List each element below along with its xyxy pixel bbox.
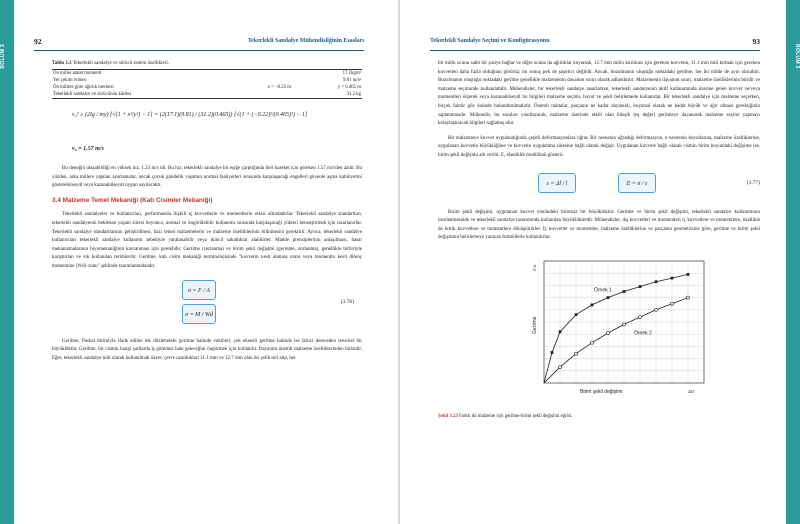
left-page-content xyxy=(52,60,362,369)
stress-force-equation: σ = F / A xyxy=(182,280,216,300)
table-cell-value: 9.81 m/s² xyxy=(343,78,361,83)
series-point-2 xyxy=(639,316,642,319)
page-header xyxy=(430,37,760,49)
series-point-1 xyxy=(607,296,610,299)
page-number: 92 xyxy=(34,37,42,46)
series-point-2 xyxy=(687,296,690,299)
right-page-content xyxy=(438,60,760,429)
paragraph: Bu deneğin ulaşabildiği en yüksek hız, 1.23 m/s idi. Bu hız, tekerlekli sandalye bir eşiğe çarptığında ileri hareket için gereken 1.57 m/s'den azdır. Bu yüzden, arka millere yapılan ayarlamalar, ancak çocuk gündelik yaşamın normal faaliyetleri sırasında karşılaşacağı engelleri güvenle aşma kabiliyetini gösterebilseydi veya kazanabilseydi uygun sayılacaktı. xyxy=(52,166,362,189)
running-header-title: Tekerlekli Sandalye Seçimi ve Konfigürasyonu xyxy=(430,38,550,44)
series-point-1 xyxy=(639,285,642,288)
series-point-2 xyxy=(591,341,594,344)
table-cell-value: 17.1kgm² xyxy=(292,70,362,78)
table-cell-mid: x = −0.22 m xyxy=(267,85,291,90)
table-cell-label: Yer çekim ivmesi xyxy=(53,78,87,83)
header-rule xyxy=(430,50,760,51)
table-cell-label: Ön miller atalet momenti xyxy=(52,70,172,78)
series-point-2 xyxy=(623,323,626,326)
elastic-modulus-equation: E = σ / ε xyxy=(618,173,656,193)
velocity-equation-block xyxy=(72,107,362,159)
table-row xyxy=(52,77,362,84)
series-point-1 xyxy=(551,351,554,354)
paragraph: Bir malzemeye kuvvet uygulandığında çeşitli deformasyonlara uğrar. Bir nesnenin uğradığı deformasyon, o nesnenin boyutlarına, malzeme özelliklerine, uygulanan kuvvetin büyüklüğüne ve kuvvetin uygulanma süresine bağlı olarak değişir. Uygulanan kuvvete bağlı olarak cismin birim boyundaki değişime ise, birim şekil değişimi adı verilir. E, elastiklik modülünü gösterir. xyxy=(438,135,760,158)
chapter-side-label: BÖLÜM 3 xyxy=(794,44,800,69)
strain-equation: ε = Δl / l xyxy=(538,173,576,193)
properties-table xyxy=(52,69,362,99)
table-cell-mid xyxy=(172,91,292,99)
table-cell-label: Tekerlekli sandalye ve sürücünün kütlesi xyxy=(52,91,172,99)
stress-moment-equation: σ = M / Wd xyxy=(182,304,216,324)
figure-caption-text: Farklı iki malzeme için gerilme-birim şekil değişimi eğrisi. xyxy=(458,413,573,419)
series-point-1 xyxy=(559,330,562,333)
series-point-1 xyxy=(575,313,578,316)
series-label-2: Örnek 2 xyxy=(634,330,652,337)
series-point-1 xyxy=(655,280,658,283)
figure-caption-label: Şekil 3.23 xyxy=(438,413,458,419)
x-axis-end-label: Δl/l xyxy=(688,388,695,394)
paragraph: Gerilme, Paskal birimiyle ifade edilen tek düzlemdeki gerilme halinde vektörel, çok eksenli gerilme halinde ise ikinci dereceden tensörel bir büyüklüktür. Gerilme, bir cismin hangi şartlarda iş göremez hale geleceğini öngörmek için kullanılır. Dayanım önemli malzeme özelliklerinden birisidir. Eğer, tekerlekli sandalye mili olarak kullanılmak üzere, çevre uzunlukları 11.1 mm ve 12.7 mm olan iki çelik mil alıp, her xyxy=(52,338,362,361)
equation-number: (3.76) xyxy=(340,298,354,305)
running-header-title: Tekerlekli Sandalye Mühendisliğinin Esasları xyxy=(247,38,364,44)
table-caption xyxy=(52,60,362,67)
series-point-2 xyxy=(655,308,658,311)
table-caption-text: Tekerlekli sandalye ve sürücü sistem özellikleri. xyxy=(72,61,170,66)
table-caption-label: Tablo 3.3 xyxy=(52,61,72,66)
series-point-1 xyxy=(671,277,674,280)
table-row xyxy=(52,84,362,91)
page-number: 93 xyxy=(752,37,760,46)
x-axis-label: Birim şekil değişimi xyxy=(580,388,623,395)
table-cell-value: 31.2 kg xyxy=(292,91,362,99)
series-point-2 xyxy=(559,366,562,369)
table-cell-mid xyxy=(172,70,292,78)
table-row xyxy=(52,91,362,99)
series-point-1 xyxy=(687,273,690,276)
paragraph: bir milin ucunu sabit bir şasiye bağlar ve diğer ucuna da ağırlıklar koyarsak, 12.7 mm milin kırılması için gereken kuvvetin, 11.1 mm mili kırmak için gereken kuvvetten daha fazla olduğunu görürüz; bu sonuç pek de şaşırtıcı değildir. Ancak, bozulmanın oluştuğu noktadaki gerilme, her iki milde de aynı olacaktır. Bozulmanın oluştuğu noktadaki gerilme genellikle malzemenin dayanım sınırı olarak adlandırılır. Malzemenin dayanım sınırı, malzeme özelliklerinin biridir ve malzeme seçiminde kullanılabilir. Mühendisler, bir tekerlekli sandalye tasarlarken, tekerlekli sandalyenin aktif kullanımında üzerine gelen kuvvet ve/veya momentleri ölçerek veya kazanabilseydi bu bilgileri malzeme seçimi, boyut ve şekil belirlemede kullanırlar. Bir tekerlekli sandalye için malzeme seçerken, birçok faktör göz önünde bulundurulmalıdır. Önemli noktalar, parçanın ne kadar dayanıklı, boyutsal olarak ne kadar büyük ve ağır olması gerektiğinin saptanmasıdır. Mühendis, bu soruları yanıtlayarak, malzeme üzerinde etkili olan bileşik (eş değer) gerilmeye dayanarak malzeme seçimi yapmayı kolaylaştıracak bilgileri sağlamış olur. xyxy=(438,61,760,127)
series-point-2 xyxy=(575,352,578,355)
section-heading: 3.4 Malzeme Temel Mekaniği (Katı Cisimler Mekaniği) xyxy=(52,196,213,204)
velocity-inequality: v₀² ≥ (2Ig / my) [√(1 + x²/y²) − 1] = (2(17.1)(9.81) / (31.2)(0.465)) [√(1 + (−0.22)²/(0.465)²) − 1] xyxy=(72,112,308,118)
series-point-2 xyxy=(607,331,610,334)
table-cell-mid xyxy=(172,77,292,84)
stress-equations xyxy=(52,278,362,330)
chapter-side-strip xyxy=(0,0,14,524)
chapter-side-label: BÖLÜM 3 xyxy=(0,44,6,69)
page-header xyxy=(34,37,364,49)
y-axis-end-label: F/a xyxy=(532,264,537,271)
series-point-1 xyxy=(591,303,594,306)
right-page xyxy=(400,0,800,524)
table-cell-value: y = 0.465 m xyxy=(337,85,361,90)
paragraph: Birim şekil değişimi, uygulanan kuvvet yönündeki birimsiz bir büyüklüktür. Gerilme ve birim şekil değişimi, tekerlekli sandalye kullanımının incelenmesinde ve tekerlekli sandalye tasarımında kullanılan büyüklüklerdir. Mühendisler, dış kuvvetleri ve momentleri iç kuvvetlere ve momentlere, özellikle de kritik kuvvetlere ve momentlere dönüştürürler. İç kuvvetler ve momentler, malzeme özelliklerine ve parçanın geometrisine göre, gerilme ve birim şekil değişimini belirlemeye yarayan formüllerle kullanılırlar. xyxy=(438,209,760,241)
table-row xyxy=(52,70,362,78)
chapter-side-strip xyxy=(786,0,800,524)
series-point-2 xyxy=(671,302,674,305)
stress-strain-figure xyxy=(438,249,760,429)
velocity-result: v₀ = 1.57 m/s xyxy=(72,146,104,152)
equation-number: (3.77) xyxy=(746,179,760,186)
header-rule xyxy=(34,50,364,51)
paragraph: Tekerlekli sandalyeler ve kullanıcıları, performansla ilişkili iç kuvvetlerin ve momentlerin etkisi altındadırlar. Tekerlekli sandalye standartları, tekerlekli sandalyenin beklenen yaşam süresi boyunca, normal ve öngörülebilir kullanımı sırasında karşılaşacağı yükleri benzeştirmek için tasarlanırlar. Tekerlekli sandalye standartlarının geliştirilmesi, bazı temel malzemelerin ve malzeme özelliklerinin bilinmesini gerektirir. Ayrıca, tekerlekli sandalye kullanıcıları tekerlekli sandalye kullanımı sebebiyle yaralanabilir veya ikincil sakatlıklar alabilirler. Madde prensiplerinin anlaşılması, hasar mekanizmalarının biyomekaniğinin kavranması için gereklidir. Gerilme (zorlanma) ve birim şekil değişimi (gerinme, zorlanma), genellikle birbiriyle karıştırılan ve sık kullanılan terimlerdir. Gerilme, katı cisim mekaniği terminolojisinde "kuvvetin kesit alanına oranı veya momentin kesit direnç momentine (Wd) oranı" şeklinde tanımlanmaktadır. xyxy=(52,212,362,269)
strain-equations xyxy=(438,167,760,201)
series-point-1 xyxy=(623,290,626,293)
y-axis-label: Gerilme xyxy=(532,316,538,334)
table-cell-label: Ön millere göre ağırlık merkezi xyxy=(53,85,114,90)
figure-caption xyxy=(438,413,572,420)
stress-strain-chart xyxy=(438,249,760,409)
series-label-1: Örnek 1 xyxy=(594,287,612,294)
